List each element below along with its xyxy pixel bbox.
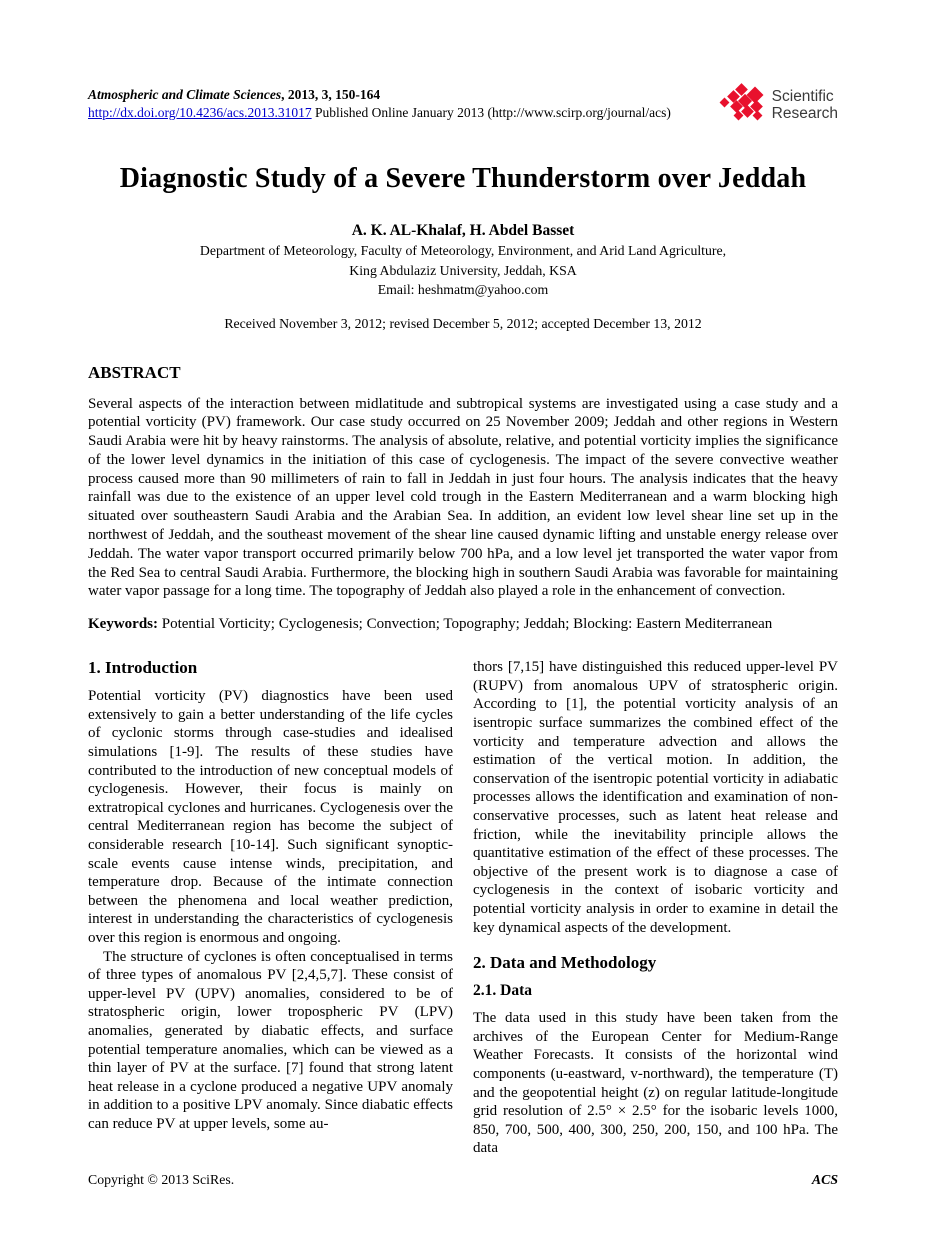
copyright-text: Copyright © 2013 SciRes. (88, 1172, 235, 1187)
email-line: Email: heshmatm@yahoo.com (377, 282, 549, 297)
published-online-text: Published Online January 2013 (http://www.scirp.org/journal/acs) (311, 105, 671, 120)
journal-abbreviation: ACS (811, 1172, 838, 1187)
journal-info (88, 86, 671, 122)
keywords-line (88, 616, 838, 633)
journal-name: Atmospheric and Climate Sciences (88, 87, 282, 102)
body-columns (88, 658, 838, 1158)
logo-word-2: Research (771, 105, 838, 122)
subsection-heading-data: 2.1. Data (473, 982, 532, 1000)
page-footer (88, 1172, 838, 1188)
doi-line (88, 104, 671, 122)
page-header (88, 86, 838, 126)
left-column (88, 658, 453, 1158)
journal-citation: , 2013, 3, 150-164 (281, 87, 381, 102)
intro-paragraph-2: The structure of cyclones is often conceptualised in terms of three types of anomalous PV [2,4,5,7]. These consist of upper-level PV (UPV) anomalies, considered to be of stratospheric origin, lower tropospheric PV (LPV) anomalies, generated by diabatic effects, and surface potential temperature anomalies, which can be viewed as a thin layer of PV at the surface. [7] found that strong latent heat release in a cyclone produced a negative UPV anomaly in addition to a positive LPV anomaly. Since diabatic effects can reduce PV at upper levels, some au- (88, 948, 453, 1132)
received-dates-line: Received November 3, 2012; revised December 5, 2012; accepted December 13, 2012 (224, 315, 702, 331)
affiliation-line-2: King Abdulaziz University, Jeddah, KSA (349, 262, 577, 278)
diamond-cluster-icon (718, 84, 766, 126)
logo-word-1: Scientific (771, 88, 834, 105)
journal-citation-line (88, 86, 671, 104)
data-paragraph-1: The data used in this study have been taken from the archives of the European Center for Medium-Range Weather Forecasts. It consists of the horizontal wind components (u-eastward, v-northward), the temperature (T) and the geopotential height (z) on regular latitude-longitude grid resolution of 2.5° × 2.5° for the isobaric levels 1000, 850, 700, 500, 400, 300, 250, 200, 150, and 100 hPa. The data (473, 1010, 838, 1157)
scientific-research-logo (718, 84, 838, 126)
logo-wordmark (772, 88, 838, 122)
page-title: Diagnostic Study of a Severe Thunderstorm over Jeddah (119, 163, 807, 194)
abstract-text: Several aspects of the interaction between midlatitude and subtropical systems are investigated using a case study and a potential vorticity (PV) framework. Our case study occurred on 25 November 2009; Jeddah and other regions in Western Saudi Arabia were hit by heavy rainstorms. The analysis of absolute, relative, and potential vorticity implies the significance of the lower level dynamics in the initiation of this case of cyclogenesis. The impact of the severe convective weather process caused more than 90 millimeters of rain to fall in Jeddah in just four hours. The analysis indicates that the heavy rainfall was due to the existence of an upper level cold trough in the Eastern Mediterranean and a warm blocking high situated over southeastern Saudi Arabia and the Arabian Sea. In addition, an evident low level shear line set up in the northwest of Jeddah, and the southeast movement of the shear line caused dynamic lifting and unstable energy release over Jeddah. The water vapor transport occurred primarily below 700 hPa, and a low level jet transported the water vapor from the Red Sea to central Saudi Arabia. Furthermore, the blocking high in southern Saudi Arabia was favorable for maintaining water vapor passage for a long time. The topography of Jeddah also played a role in the enhancement of convection. (88, 395, 838, 600)
doi-link[interactable]: http://dx.doi.org/10.4236/acs.2013.31017 (88, 105, 312, 120)
affiliation-line-1: Department of Meteorology, Faculty of Meteorology, Environment, and Arid Land Agriculture, (199, 243, 727, 258)
abstract-heading: ABSTRACT (88, 362, 181, 382)
right-column (473, 658, 838, 1158)
keywords-list: Potential Vorticity; Cyclogenesis; Convection; Topography; Jeddah; Blocking: Eastern Mediterranean (158, 616, 773, 633)
authors-line: A. K. AL-Khalaf, H. Abdel Basset (351, 222, 575, 239)
section-heading-introduction: 1. Introduction (88, 658, 198, 678)
intro-paragraph-3: thors [7,15] have distinguished this reduced upper-level PV (RUPV) from anomalous UPV of stratospheric origin. According to [1], the potential vorticity analysis of an isentropic surface summarizes the combined effect of the vorticity and temperature advection and allows the estimation of the vertical motion. In addition, the conservation of the isentropic potential vorticity in adiabatic processes allows the identification and examination of non-conservative processes, such as latent heat release and friction, while the inevitability principle allows the quantitative estimation of the effect of these processes. The objective of the present work is to diagnose a case of cyclogenesis in the context of isobaric vorticity and potential vorticity analysis in order to examine in detail the key dynamical aspects of the development. (473, 659, 838, 936)
keywords-label: Keywords: (88, 616, 158, 633)
section-heading-data-methodology: 2. Data and Methodology (473, 953, 657, 973)
intro-paragraph-1: Potential vorticity (PV) diagnostics have been used extensively to gain a better understanding of the life cycles of cyclonic storms through case-studies and idealised simulations [1-9]. The results of these studies have contributed to the introduction of new conceptual models of cyclogenesis. However, their focus is mainly on extratropical cyclones and hurricanes. Cyclogenesis over the central Mediterranean region has become the subject of considerable research [10-14]. Such significant synoptic-scale events cause intense winds, precipitation, and temperature drop. Because of the intimate connection between the phenomena and local weather prediction, interest in understanding the characteristics of cyclogenesis over this region is enormous and ongoing. (88, 688, 453, 946)
